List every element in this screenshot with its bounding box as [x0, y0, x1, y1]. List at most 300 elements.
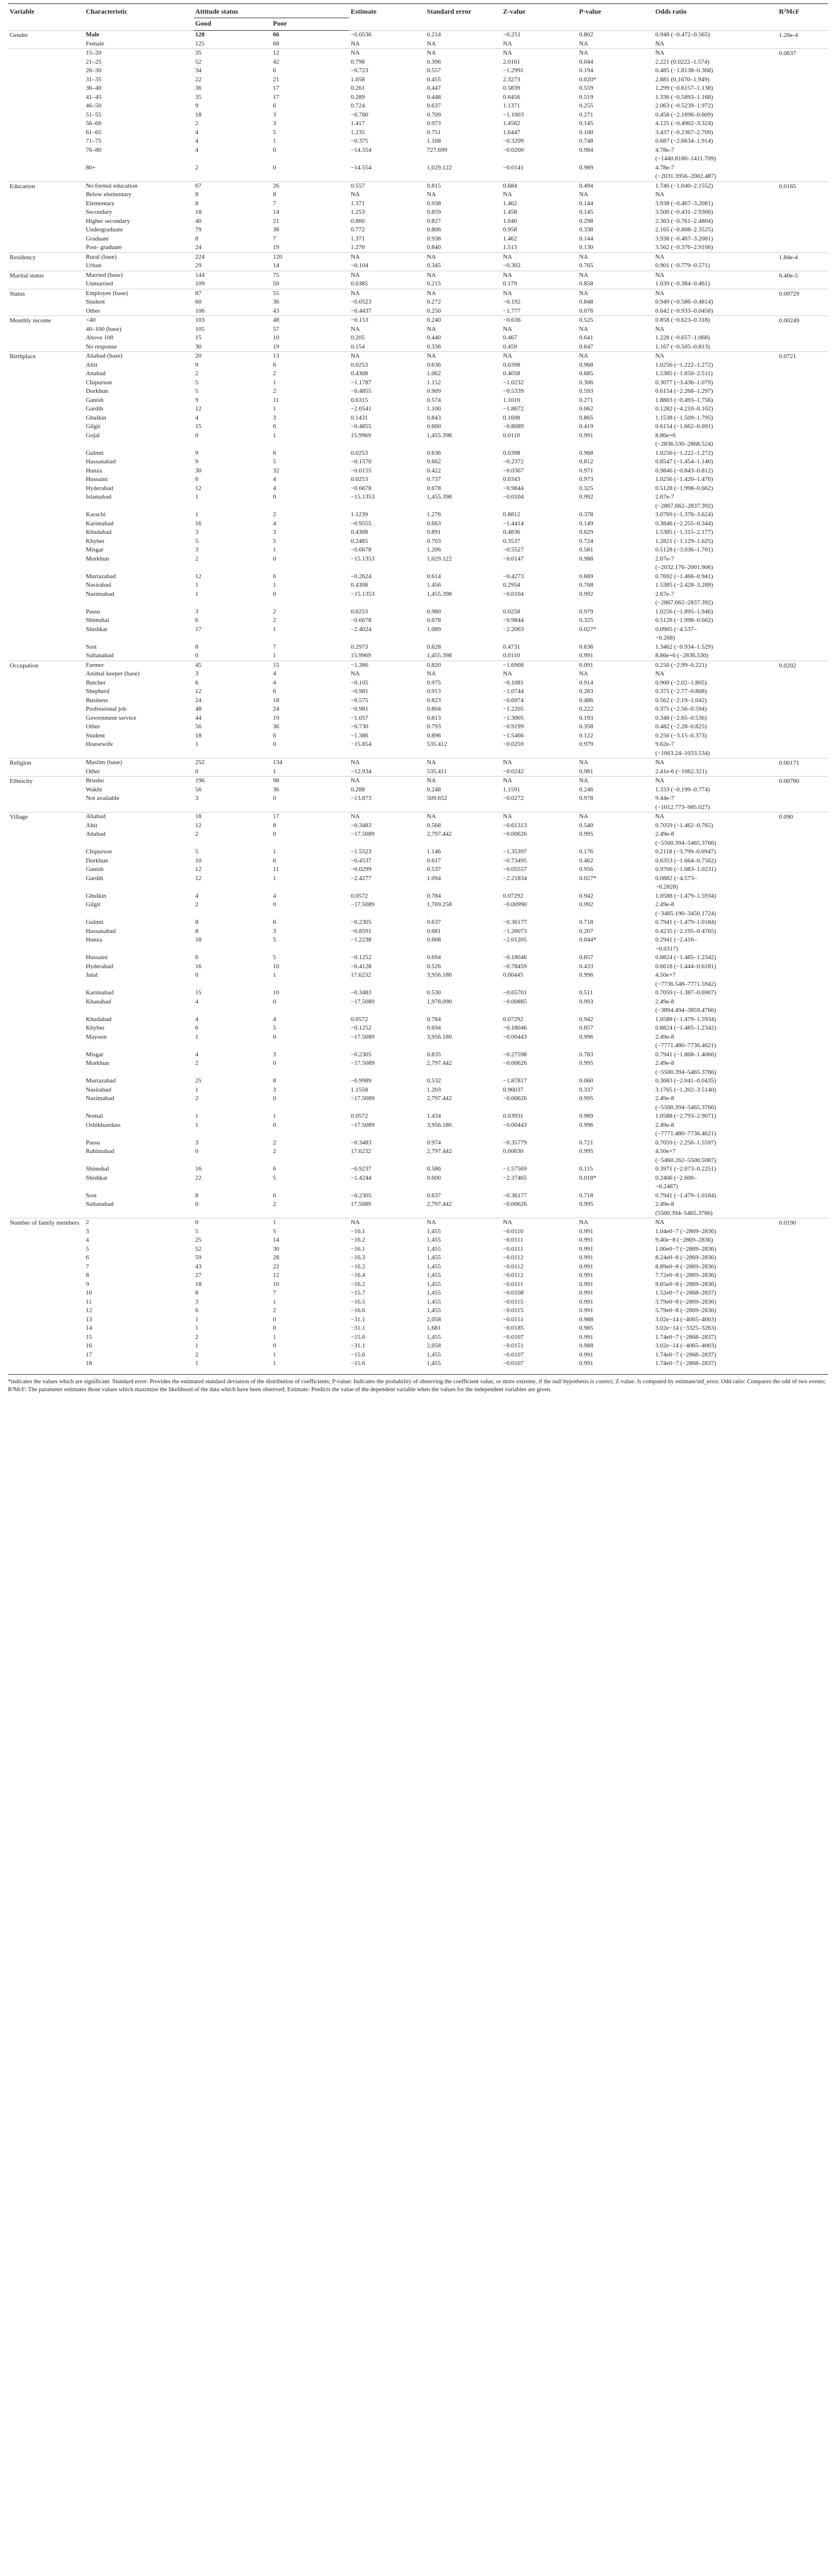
- cell-p-value: 0.991: [579, 1298, 593, 1305]
- cell-characteristic: 11: [85, 1298, 92, 1305]
- cell-odds-ratio: [654, 953, 777, 963]
- odds-ratio-line: 3.938 (−0.467–3.2081): [655, 200, 713, 207]
- cell-variable: Marital status: [8, 271, 84, 289]
- odds-ratio-line: 0.7941 (−1.479–1.0184): [655, 1192, 716, 1199]
- cell-estimate: −1.057: [351, 714, 369, 721]
- cell-z-value: 0.958: [503, 226, 517, 233]
- cell-z-value: −0.0111: [503, 1245, 523, 1252]
- cell-standard-error: 1,455: [427, 1307, 441, 1314]
- cell-good: 1: [195, 1360, 199, 1367]
- cell-estimate: 0.288: [351, 786, 365, 793]
- odds-ratio-line: 9.65e0−8 (−2869–2836): [655, 1280, 717, 1288]
- cell-odds-ratio: [654, 49, 777, 58]
- cell-odds-ratio: [654, 208, 777, 217]
- cell-poor: 7: [273, 235, 276, 242]
- cell-p-value: 0.979: [579, 608, 593, 615]
- cell-odds-ratio: [654, 262, 777, 271]
- table-row: [8, 874, 828, 892]
- cell-odds-ratio: [654, 307, 777, 316]
- cell-standard-error: NA: [425, 252, 501, 262]
- cell-z-value: −0.0259: [503, 741, 524, 748]
- cell-characteristic: 31–35: [85, 76, 102, 83]
- table-row: [8, 396, 828, 405]
- cell-characteristic: Sost: [85, 643, 97, 650]
- cell-estimate: −0.2305: [351, 1051, 372, 1058]
- cell-z-value: −1.87817: [503, 1077, 527, 1084]
- cell-characteristic: 7: [85, 1263, 89, 1270]
- cell-estimate: 0.1431: [351, 414, 368, 421]
- cell-p-value: 0.494: [577, 181, 654, 190]
- cell-good: 27: [195, 1272, 202, 1279]
- cell-estimate: −16.3: [351, 1254, 365, 1261]
- cell-odds-ratio: [654, 190, 777, 200]
- cell-p-value: 0.724: [579, 537, 593, 545]
- cell-p-value: 0.991: [579, 1360, 593, 1367]
- cell-good: 8: [195, 235, 199, 242]
- cell-z-value: −0.0141: [503, 164, 524, 171]
- odds-ratio-line: 3.562 (−0.376–2.9166): [655, 244, 713, 251]
- cell-characteristic: 18: [85, 1360, 92, 1367]
- cell-p-value: 0.992: [579, 901, 593, 908]
- odds-ratio-line: NA: [655, 289, 664, 297]
- cell-p-value: 0.995: [579, 1148, 593, 1155]
- cell-characteristic: Altit: [85, 361, 98, 368]
- cell-good: 56: [195, 723, 202, 730]
- table-row: [8, 1324, 828, 1333]
- cell-poor: 36: [273, 723, 280, 730]
- cell-odds-ratio: [654, 379, 777, 388]
- cell-p-value: 0.636: [579, 643, 593, 650]
- cell-variable: Birthplace: [8, 352, 84, 661]
- cell-odds-ratio: [654, 661, 777, 670]
- cell-r2-mcf: 0.090: [777, 812, 828, 1218]
- cell-odds-ratio: [654, 458, 777, 467]
- odds-ratio-line: 9.44e-7: [655, 795, 675, 802]
- odds-ratio-line: 0.562 (−2.19–1.042): [655, 696, 707, 704]
- odds-ratio-line: 0.687 (−2.6634–1.914): [655, 138, 713, 144]
- odds-ratio-line: 0.8824 (−1.485–1.2342): [655, 954, 716, 961]
- cell-good: 144: [194, 271, 272, 280]
- odds-ratio-line: 1.0588 (−1.479–1.5934): [655, 892, 716, 899]
- cell-estimate: −0.730: [351, 723, 369, 730]
- table-row: [8, 732, 828, 741]
- table-row: [8, 1094, 828, 1112]
- table-row: [8, 1174, 828, 1192]
- cell-z-value: −0.8089: [503, 423, 524, 430]
- cell-characteristic: 40–100 (base): [85, 325, 122, 333]
- header-characteristic: Characteristic: [84, 4, 194, 31]
- cell-standard-error: 1,681: [427, 1325, 441, 1331]
- cell-poor: 6: [273, 573, 276, 580]
- table-row: [8, 1112, 828, 1121]
- odds-ratio-line: 2.49e-8: [655, 1201, 675, 1208]
- cell-poor: 0: [273, 1342, 276, 1349]
- odds-ratio-line: 3.1765 (−1.202–3.5140): [655, 1086, 716, 1093]
- odds-ratio-line: −0.2487): [655, 1183, 679, 1190]
- table-row: [8, 1139, 828, 1148]
- cell-good: 9: [195, 396, 199, 404]
- cell-p-value: 0.337: [579, 1086, 593, 1093]
- cell-standard-error: 0.815: [425, 181, 501, 190]
- table-row: [8, 1271, 828, 1280]
- cell-characteristic: Elementary: [85, 200, 115, 207]
- cell-poor: 6: [273, 1165, 276, 1172]
- table-row: [8, 786, 828, 795]
- cell-poor: 59: [273, 280, 280, 287]
- table-row: [8, 822, 828, 831]
- cell-variable: Education: [8, 181, 84, 252]
- cell-good: 3: [195, 670, 199, 677]
- odds-ratio-line: 0.900 (−2.02–1.805): [655, 679, 707, 686]
- cell-standard-error: 1.434: [427, 1113, 441, 1119]
- cell-odds-ratio: [654, 511, 777, 520]
- cell-good: 5: [195, 388, 199, 395]
- cell-good: 2: [195, 831, 199, 837]
- odds-ratio-line: 1.74e0−7 (−2868–2837): [655, 1333, 717, 1341]
- cell-estimate: −2.4277: [351, 874, 372, 882]
- cell-z-value: −0.2372: [503, 458, 524, 465]
- cell-poor: 0: [273, 1095, 276, 1102]
- cell-good: 2: [195, 1060, 199, 1067]
- cell-standard-error: 0.568: [427, 822, 441, 829]
- header-z-value: Z-value: [501, 4, 577, 31]
- cell-odds-ratio: [654, 687, 777, 696]
- cell-variable: Residency: [8, 252, 84, 271]
- cell-odds-ratio: [654, 449, 777, 458]
- cell-standard-error: 0.345: [427, 262, 441, 269]
- odds-ratio-line: 2.363 (−0.761–2.4804): [655, 217, 713, 225]
- cell-p-value: 0.991: [579, 1280, 593, 1288]
- cell-poor: 4: [273, 1015, 276, 1023]
- cell-z-value: −1.8672: [503, 405, 524, 412]
- cell-standard-error: 0.586: [427, 1165, 441, 1172]
- odds-ratio-line: 1.0256 (−1.222–1.272): [655, 361, 713, 368]
- cell-poor: 1: [273, 405, 276, 412]
- cell-estimate: 1.253: [351, 209, 365, 215]
- cell-standard-error: 0.530: [427, 989, 441, 996]
- cell-characteristic: Gojal: [85, 432, 100, 439]
- cell-poor: 0: [273, 1316, 276, 1323]
- cell-good: 36: [195, 85, 202, 92]
- table-row: [8, 740, 828, 758]
- cell-odds-ratio: [654, 396, 777, 405]
- cell-characteristic: Butcher: [85, 679, 106, 686]
- cell-poor: 5: [273, 954, 276, 961]
- cell-poor: 0: [273, 1033, 276, 1040]
- table-row: [8, 546, 828, 555]
- cell-odds-ratio: [654, 581, 777, 590]
- cell-estimate: −0.3483: [351, 822, 372, 829]
- cell-good: 2: [195, 555, 199, 562]
- cell-characteristic: Other: [85, 768, 101, 775]
- cell-characteristic: Muslim (base): [84, 758, 194, 768]
- cell-good: 18: [195, 732, 202, 739]
- cell-variable: Religion: [8, 758, 84, 777]
- cell-estimate: −31.1: [351, 1325, 365, 1331]
- cell-characteristic: Graduate: [85, 235, 109, 242]
- odds-ratio-line: 0.5128 (−3.036–1.701): [655, 546, 713, 553]
- cell-z-value: 1.040: [503, 217, 517, 225]
- cell-poor: 2: [273, 1307, 276, 1314]
- cell-p-value: 0.992: [579, 590, 593, 598]
- cell-p-value: 0.988: [579, 555, 593, 562]
- cell-good: 79: [195, 226, 202, 233]
- table-row: [8, 128, 828, 138]
- cell-estimate: −13.873: [351, 795, 372, 802]
- cell-p-value: 0.858: [579, 280, 593, 287]
- cell-standard-error: 0.455: [427, 76, 441, 83]
- cell-odds-ratio: [654, 1051, 777, 1060]
- cell-poor: 10: [273, 1280, 280, 1288]
- cell-poor: 6: [273, 688, 276, 695]
- table-row: [8, 493, 828, 511]
- table-row: [8, 76, 828, 85]
- cell-p-value: 0.338: [579, 226, 593, 233]
- cell-standard-error: 1.146: [427, 848, 441, 855]
- table-row: [8, 1263, 828, 1272]
- cell-poor: 19: [273, 714, 280, 721]
- cell-characteristic: 46–50: [85, 102, 102, 109]
- cell-poor: 5: [273, 128, 276, 136]
- cell-characteristic: Ghulkin: [85, 892, 107, 899]
- cell-good: 106: [195, 307, 205, 314]
- cell-estimate: NA: [351, 191, 360, 198]
- cell-p-value: 0.812: [579, 458, 593, 465]
- cell-odds-ratio: [654, 361, 777, 370]
- odds-ratio-line: (5500.394–5465.3766): [655, 1209, 713, 1217]
- cell-estimate: NA: [349, 777, 425, 786]
- odds-ratio-line: 1.0256 (−1.222–1.272): [655, 449, 713, 457]
- cell-poor: 0: [273, 1325, 276, 1331]
- cell-estimate: NA: [351, 670, 360, 677]
- cell-poor: 6: [273, 1192, 276, 1199]
- cell-z-value: 1.1371: [503, 102, 521, 109]
- cell-poor: 1: [273, 625, 276, 633]
- cell-estimate: 17.6232: [351, 972, 371, 978]
- odds-ratio-line: (−2836.530–2868.524): [655, 441, 713, 447]
- odds-ratio-line: 1.5385 (−2.428–3.289): [655, 582, 713, 588]
- cell-characteristic: 21–25: [85, 58, 102, 65]
- cell-characteristic: Hassanabad: [85, 927, 116, 935]
- cell-poor: 66: [271, 31, 349, 40]
- table-row: [8, 1298, 828, 1307]
- cell-p-value: 0.765: [579, 262, 593, 269]
- cell-characteristic: 51–55: [85, 111, 102, 118]
- cell-standard-error: 1.276: [427, 511, 441, 518]
- cell-poor: 0: [273, 831, 276, 837]
- cell-variable: Number of family members: [8, 1218, 84, 1368]
- cell-odds-ratio: [654, 1086, 777, 1095]
- cell-good: 1: [195, 1113, 199, 1119]
- table-row: [8, 989, 828, 998]
- cell-odds-ratio: [654, 226, 777, 235]
- cell-poor: 32: [273, 467, 280, 474]
- cell-estimate: 0.6315: [351, 396, 368, 404]
- table-row: [8, 405, 828, 414]
- odds-ratio-line: 0.9846 (−0.843–0.812): [655, 467, 713, 474]
- cell-p-value: 0.942: [579, 1015, 593, 1023]
- odds-ratio-line: 1.00e0−7 (−2869–2836): [655, 1245, 717, 1252]
- cell-estimate: 0.0253: [351, 608, 368, 615]
- table-row: [8, 625, 828, 643]
- cell-odds-ratio: [654, 484, 777, 493]
- odds-ratio-line: 0.482 (−2.28–0.825): [655, 723, 707, 730]
- cell-estimate: −0.105: [351, 679, 369, 686]
- cell-odds-ratio: [654, 865, 777, 874]
- cell-odds-ratio: [654, 971, 777, 989]
- cell-characteristic: No response: [85, 343, 117, 350]
- cell-odds-ratio: [654, 1289, 777, 1298]
- odds-ratio-line: NA: [655, 777, 664, 784]
- cell-odds-ratio: [654, 432, 777, 449]
- cell-z-value: NA: [503, 670, 512, 677]
- cell-estimate: −16.5: [351, 1298, 365, 1305]
- odds-ratio-line: 0.6154 (−1.662–0.691): [655, 423, 713, 430]
- odds-ratio-line: NA: [655, 253, 664, 260]
- cell-odds-ratio: [654, 352, 777, 361]
- cell-odds-ratio: [654, 652, 777, 661]
- cell-estimate: −17.5089: [351, 1033, 375, 1040]
- cell-z-value: −0.18046: [503, 954, 527, 961]
- odds-ratio-line: 1.5385 (−1.650–2.511): [655, 370, 713, 377]
- cell-p-value: 0.685: [579, 370, 593, 377]
- odds-ratio-line: 3.02e−14 (−4065–4003): [655, 1316, 717, 1323]
- cell-characteristic: 76–80: [85, 146, 102, 154]
- cell-characteristic: 15–20: [84, 49, 194, 58]
- cell-good: 9: [195, 361, 199, 368]
- cell-estimate: −15.6: [351, 1333, 365, 1341]
- cell-standard-error: NA: [425, 49, 501, 58]
- cell-poor: 3: [273, 1051, 276, 1058]
- cell-z-value: NA: [501, 49, 577, 58]
- table-row: [8, 146, 828, 164]
- cell-z-value: −1.26073: [503, 927, 527, 935]
- cell-p-value: 0.271: [579, 396, 593, 404]
- odds-ratio-line: NA: [655, 670, 664, 677]
- odds-ratio-line: 0.3846 (−2.255–0.344): [655, 520, 713, 527]
- cell-p-value: 0.979: [579, 741, 593, 748]
- cell-characteristic: Hyderabad: [85, 963, 114, 970]
- cell-poor: 68: [273, 40, 280, 47]
- cell-characteristic: Gulmit: [85, 449, 104, 457]
- table-row: [8, 387, 828, 396]
- table-row: [8, 1236, 828, 1245]
- cell-p-value: 0.122: [579, 732, 593, 739]
- odds-ratio-line: 2.165 (−0.808–2.3525): [655, 226, 713, 233]
- table-row: [8, 343, 828, 352]
- odds-ratio-line: 1.167 (−0.505–0.813): [655, 343, 710, 350]
- table-row: [8, 449, 828, 458]
- cell-z-value: −1.777: [503, 307, 521, 314]
- cell-odds-ratio: [654, 918, 777, 927]
- cell-characteristic: Ganish: [85, 866, 104, 873]
- odds-ratio-line: 0.642 (−0.933–0.0458): [655, 307, 713, 314]
- cell-odds-ratio: [654, 67, 777, 76]
- cell-characteristic: Urban: [85, 262, 102, 269]
- cell-characteristic: Khyber: [85, 1024, 105, 1031]
- odds-ratio-line: (−1440.8180–1411.709): [655, 155, 716, 162]
- cell-odds-ratio: [654, 732, 777, 741]
- cell-z-value: −0.78459: [503, 963, 527, 970]
- cell-poor: 10: [273, 989, 280, 996]
- cell-odds-ratio: [654, 786, 777, 795]
- table-row: [8, 352, 828, 361]
- header-good: Good: [194, 18, 272, 31]
- cell-characteristic: Nazimabad: [85, 590, 115, 598]
- cell-characteristic: 71–75: [85, 138, 102, 144]
- cell-estimate: −2.0541: [351, 405, 372, 412]
- table-row: [8, 857, 828, 866]
- cell-good: 196: [194, 777, 272, 786]
- cell-odds-ratio: [654, 812, 777, 822]
- cell-good: 1: [195, 511, 199, 518]
- cell-poor: 5: [273, 537, 276, 545]
- cell-z-value: 0.07292: [503, 1015, 523, 1023]
- footnote-text: *indicates the values which are significant. Standard error: Provides the estimated standard deviation of the distribution of coefficients; P-value: Indicates the probability of observing the coefficient value, or more extreme, if the null hypothesis is correct; Z-value: Is computed by estimate/std_error. Odd ratio: Compares the odd of two events; R²McF: The parameter estimates those values which maximize the likelihood of the data which have been observed; Estimate: Predicts the value of the dependent variable when the values for the independent variables are given.: [8, 1378, 826, 1393]
- cell-p-value: 0.669: [579, 573, 593, 580]
- cell-z-value: 0.467: [503, 334, 517, 341]
- cell-estimate: 0.4308: [351, 370, 368, 377]
- cell-poor: 0: [273, 590, 276, 598]
- cell-standard-error: 2,797.442: [427, 1148, 452, 1155]
- cell-characteristic: Hassanabad: [85, 458, 116, 465]
- table-row: [8, 520, 828, 529]
- cell-characteristic: Attabad: [85, 831, 106, 837]
- cell-good: 2: [195, 1351, 199, 1358]
- cell-estimate: NA: [349, 812, 425, 822]
- table-row: [8, 49, 828, 58]
- cell-poor: 5: [273, 1174, 276, 1181]
- cell-good: 9: [195, 449, 199, 457]
- cell-z-value: −0.0112: [503, 1272, 524, 1279]
- table-row: [8, 484, 828, 493]
- cell-good: 6: [195, 1024, 199, 1031]
- odds-ratio-line: 3.437 (−0.2367–2.709): [655, 128, 713, 136]
- table-row: [8, 848, 828, 857]
- header-r2-mcf: R²McF: [777, 4, 828, 31]
- table-row: [8, 370, 828, 379]
- cell-good: 18: [195, 209, 202, 215]
- odds-ratio-line: (−2032.176–2001.906): [655, 564, 713, 571]
- cell-characteristic: Farmer: [84, 661, 194, 670]
- header-attitude-status: Attitude status: [194, 4, 350, 18]
- cell-odds-ratio: [654, 493, 777, 511]
- cell-estimate: 0.289: [351, 93, 365, 101]
- cell-z-value: 0.00630: [503, 1148, 523, 1155]
- cell-good: 5: [195, 1227, 199, 1235]
- cell-z-value: −0.00626: [503, 831, 527, 837]
- cell-poor: 1: [271, 1218, 349, 1227]
- cell-z-value: 0.4731: [503, 643, 521, 650]
- cell-characteristic: 2: [84, 1218, 194, 1227]
- cell-standard-error: 1,455.398: [427, 493, 452, 500]
- cell-good: 5: [195, 848, 199, 855]
- odds-ratio-line: 2.063 (−0.5239–1.972): [655, 102, 713, 109]
- cell-z-value: 0.8812: [503, 511, 521, 518]
- cell-characteristic: 5: [85, 1245, 89, 1252]
- cell-p-value: 0.060: [579, 1077, 593, 1084]
- cell-good: 5: [195, 379, 199, 386]
- cell-poor: 1: [273, 768, 276, 775]
- cell-standard-error: 1,455: [427, 1237, 441, 1243]
- cell-characteristic: 13: [85, 1316, 92, 1323]
- table-row: [8, 1359, 828, 1368]
- odds-ratio-line: 8.24e0−8 (−2869–2836): [655, 1254, 717, 1261]
- cell-p-value: 0.981: [579, 768, 593, 775]
- cell-poor: 2: [273, 1201, 276, 1208]
- table-row: [8, 768, 828, 777]
- cell-estimate: −0.6678: [351, 546, 372, 553]
